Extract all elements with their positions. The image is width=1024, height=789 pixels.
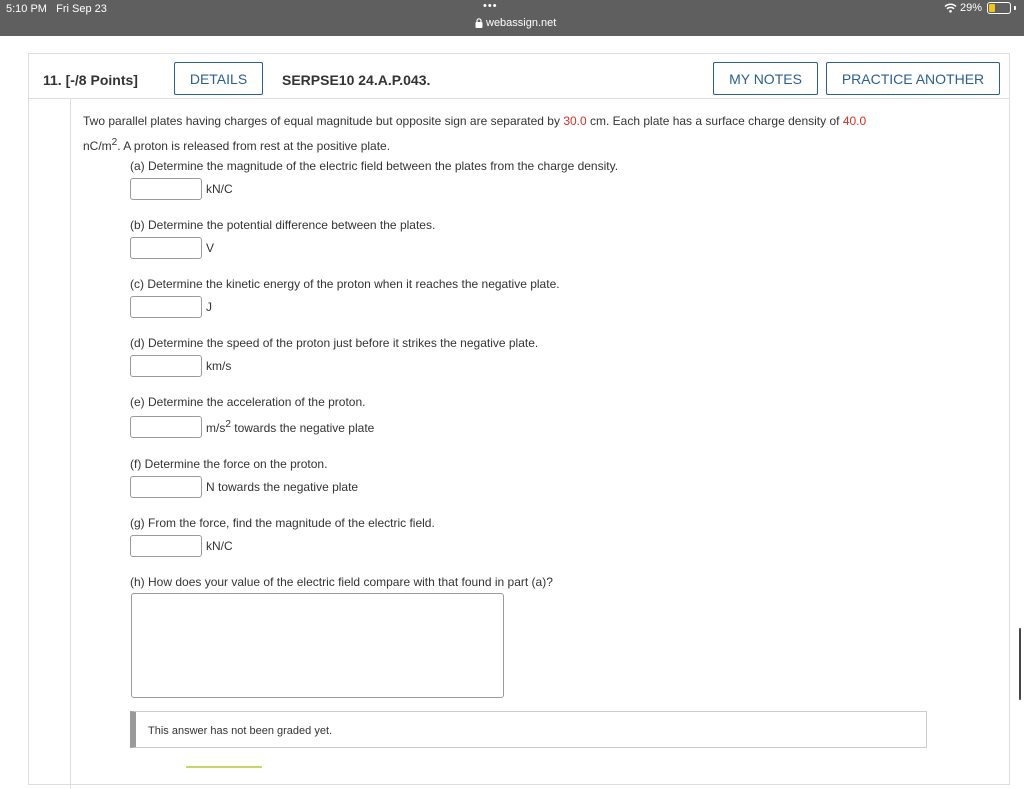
grading-status — [130, 711, 927, 748]
part-g-answer-input[interactable] — [130, 535, 202, 557]
part-c — [130, 277, 560, 318]
problem-text-1: Two parallel plates having charges of equal magnitude but opposite sign are separated by — [83, 114, 564, 128]
problem-text-2: cm. Each plate has a surface charge density of — [586, 114, 843, 128]
question-number: 11. [-/8 Points] — [43, 72, 138, 88]
battery-icon — [987, 2, 1011, 14]
scrollbar[interactable] — [1019, 628, 1021, 700]
part-f — [130, 457, 358, 498]
part-g-unit: kN/C — [206, 539, 233, 553]
problem-statement — [83, 110, 993, 157]
charge-density-unit: $nC/m^2$ — [83, 137, 118, 153]
details-button[interactable]: DETAILS — [174, 62, 263, 95]
url-text: webassign.net — [486, 17, 557, 29]
part-d-unit: km/s — [206, 359, 232, 373]
part-d-prompt: (d) Determine the speed of the proton just before it strikes the negative plate. — [130, 336, 539, 350]
part-d — [130, 336, 538, 377]
part-e-unit: $m/s^2$ towards the negative plate — [206, 419, 375, 435]
part-b-prompt: (b) Determine the potential difference between the plates. — [130, 218, 436, 232]
part-c-prompt: (c) Determine the kinetic energy of the proton when it reaches the negative plate. — [130, 277, 560, 291]
part-g — [130, 516, 435, 557]
part-d-answer-input[interactable] — [130, 355, 202, 377]
part-f-answer-input[interactable] — [130, 476, 202, 498]
separation-value: 30.0 — [563, 114, 587, 128]
part-c-answer-input[interactable] — [130, 296, 202, 318]
battery-nub — [1014, 6, 1016, 10]
part-h-essay-textarea[interactable] — [131, 593, 504, 698]
battery-percent: 29% — [959, 2, 982, 14]
practice-another-button[interactable]: PRACTICE ANOTHER — [826, 62, 1000, 95]
part-g-prompt: (g) From the force, find the magnitude of the electric field. — [130, 516, 435, 530]
question-header — [29, 54, 1009, 99]
part-h — [130, 575, 553, 593]
status-right — [944, 2, 1016, 14]
wifi-icon — [944, 3, 957, 13]
grading-status-text: This answer has not been graded yet. — [148, 725, 333, 737]
charge-density-value: 40.0 — [842, 114, 867, 128]
part-a — [130, 159, 618, 200]
lock-icon — [475, 18, 483, 28]
part-b-answer-input[interactable] — [130, 237, 202, 259]
part-a-unit: kN/C — [206, 182, 233, 196]
problem-text-3: . A proton is released from rest at the positive plate. — [117, 139, 391, 153]
part-b — [130, 218, 435, 259]
part-c-unit: J — [206, 300, 212, 314]
part-b-unit: V — [206, 241, 215, 255]
status-bar — [0, 0, 1024, 36]
part-f-prompt: (f) Determine the force on the proton. — [130, 457, 328, 471]
multitasking-dots-icon[interactable]: ••• — [483, 0, 498, 12]
part-e — [130, 395, 374, 438]
part-a-prompt: (a) Determine the magnitude of the electric field between the plates from the charge density. — [130, 159, 619, 173]
part-f-unit: N towards the negative plate — [206, 480, 359, 494]
part-h-prompt: (h) How does your value of the electric field compare with that found in part (a)? — [130, 575, 553, 589]
status-time-date: 5:10 PM Fri Sep 23 — [6, 3, 107, 15]
address-bar[interactable] — [475, 17, 556, 29]
part-e-answer-input[interactable] — [130, 416, 202, 438]
question-code: SERPSE10 24.A.P.043. — [282, 72, 431, 88]
my-notes-button[interactable]: MY NOTES — [713, 62, 818, 95]
part-a-answer-input[interactable] — [130, 178, 202, 200]
part-e-prompt: (e) Determine the acceleration of the proton. — [130, 395, 366, 409]
